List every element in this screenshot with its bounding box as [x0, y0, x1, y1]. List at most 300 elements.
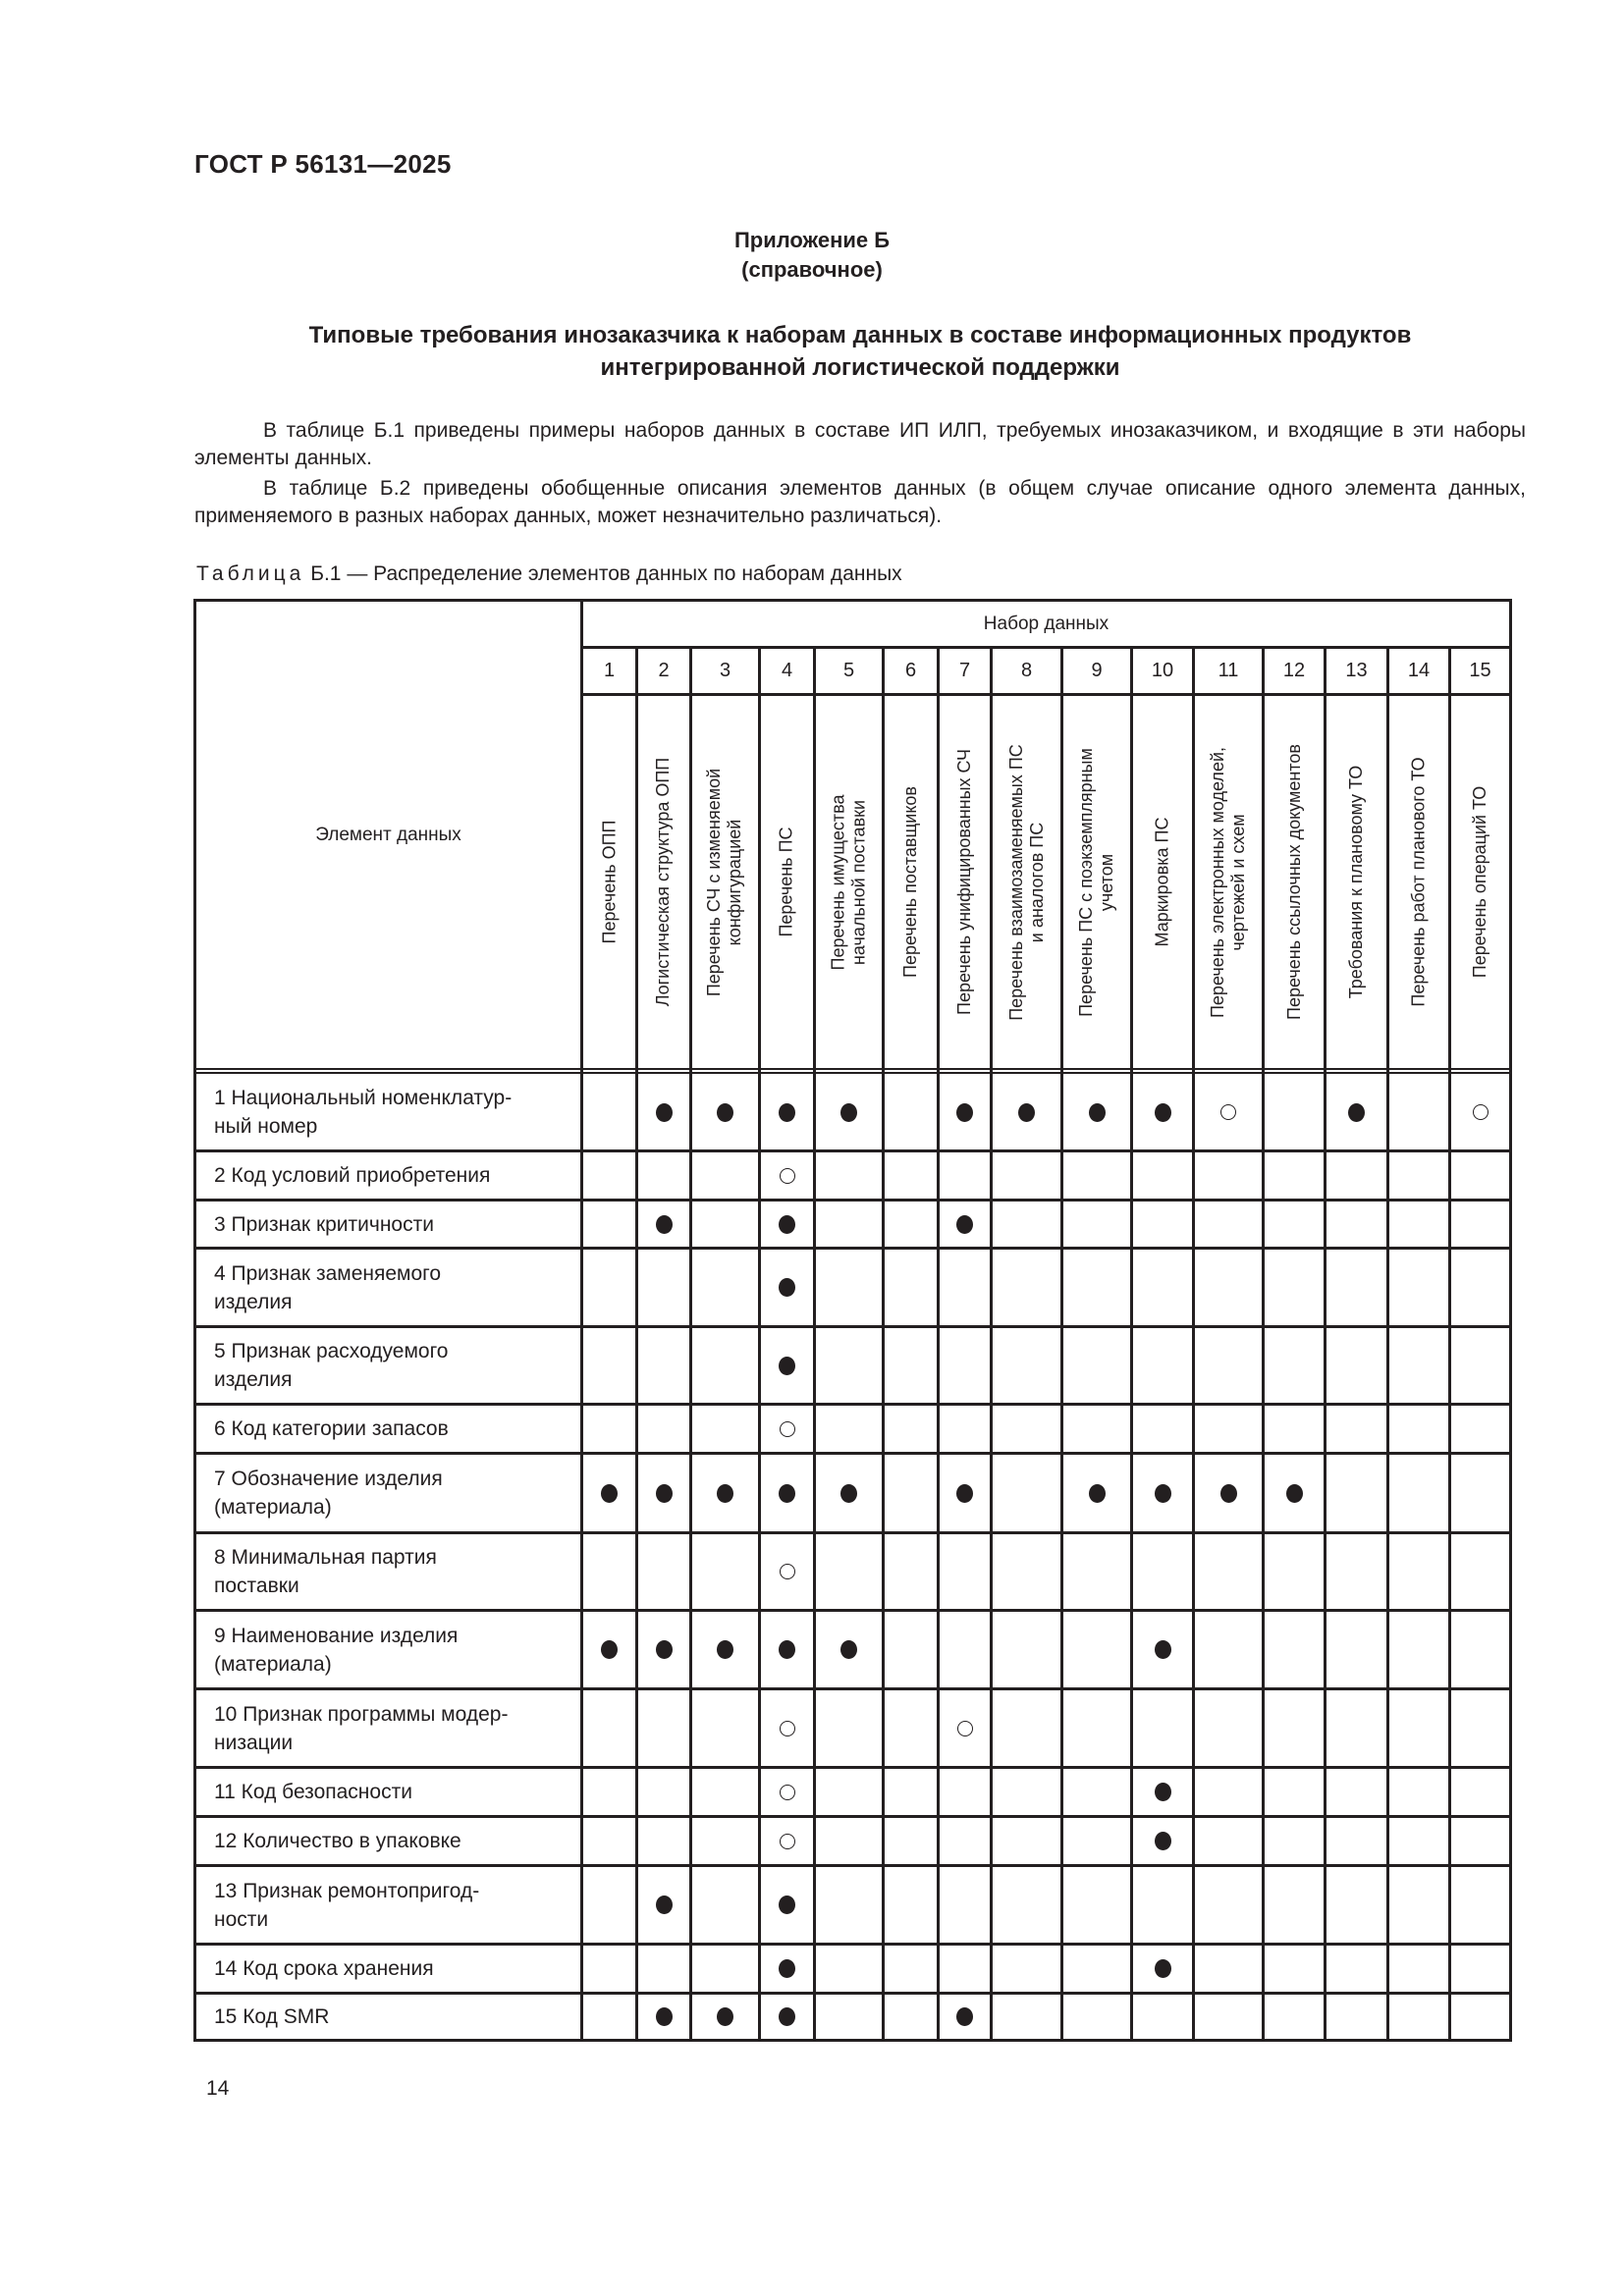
table-cell	[993, 1995, 1060, 2039]
table-cell	[1195, 1612, 1262, 1687]
filled-circle-icon	[1018, 1103, 1035, 1122]
table-row-label	[196, 1995, 580, 2039]
table-cell	[1265, 1867, 1324, 1943]
column-name-line: Перечень ссылочных документов	[1283, 744, 1304, 1020]
table-cell	[583, 1075, 635, 1149]
table-cell	[885, 1250, 937, 1325]
table-cell	[816, 1201, 882, 1247]
table-cell	[885, 1946, 937, 1992]
appendix-heading	[194, 319, 1526, 384]
column-name-line: Перечень операций ТО	[1470, 785, 1490, 979]
table-cell	[816, 1612, 882, 1687]
column-name-text	[654, 758, 675, 1006]
table-row-label	[196, 1455, 580, 1531]
column-name-text	[1076, 748, 1117, 1017]
data-set-group-header: Набор данных	[983, 613, 1110, 634]
table-cell	[940, 1690, 990, 1766]
filled-circle-icon	[1155, 1484, 1171, 1503]
table-cell	[1265, 1250, 1324, 1325]
column-name-line: Перечень ОПП	[599, 820, 619, 944]
filled-circle-icon	[656, 2007, 673, 2026]
table-cell	[638, 1152, 689, 1199]
table-cell	[1063, 1455, 1130, 1531]
table-cell	[993, 1612, 1060, 1687]
table-cell	[1451, 1995, 1509, 2039]
table-row-label	[196, 1406, 580, 1452]
row-label-line: ности	[214, 1907, 269, 1931]
column-number: 10	[1151, 660, 1174, 681]
column-number: 4	[781, 660, 793, 681]
table-row-label	[196, 1690, 580, 1766]
table-row-label	[196, 1152, 580, 1199]
filled-circle-icon	[779, 1103, 795, 1122]
column-name-header	[1133, 696, 1192, 1068]
column-name-header	[638, 696, 689, 1068]
column-name-text	[599, 821, 620, 944]
filled-circle-icon	[601, 1640, 618, 1659]
table-cell	[1063, 1946, 1130, 1992]
table-caption-prefix: Таблица	[196, 562, 305, 585]
table-cell	[1451, 1612, 1509, 1687]
filled-circle-icon	[956, 1103, 973, 1122]
column-name-header	[1326, 696, 1386, 1068]
table-cell	[1195, 1534, 1262, 1609]
table-cell	[761, 1690, 813, 1766]
row-label-line: 6 Код категории запасов	[214, 1417, 449, 1440]
table-cell	[583, 1946, 635, 1992]
table-cell	[940, 1075, 990, 1149]
hollow-circle-icon	[780, 1168, 795, 1184]
filled-circle-icon	[1348, 1103, 1365, 1122]
table-row-label	[196, 1534, 580, 1609]
filled-circle-icon	[779, 1959, 795, 1978]
table-cell	[761, 1406, 813, 1452]
table-cell	[583, 1534, 635, 1609]
table-cell	[692, 1455, 758, 1531]
table-cell	[1326, 1818, 1386, 1864]
paragraph-2: В таблице Б.2 приведены обобщенные описания элементов данных (в общем случае описание одного элемента данных, применяемого в разных наборах данных, может незначительно различаться).	[194, 477, 1526, 527]
table-cell	[1451, 1690, 1509, 1766]
row-label-line: 4 Признак заменяемого	[214, 1261, 442, 1285]
table-rule	[193, 2039, 1512, 2042]
table-cell	[1451, 1328, 1509, 1403]
table-cell	[1389, 1612, 1448, 1687]
table-cell	[1133, 1201, 1192, 1247]
row-label-line: 10 Признак программы модер-	[214, 1702, 509, 1726]
column-name-line: Перечень ПС с поэкземплярным	[1076, 747, 1096, 1017]
row-label-text	[214, 2002, 329, 2031]
table-cell	[993, 1455, 1060, 1531]
column-name-text	[1346, 766, 1367, 998]
appendix-kind: (справочное)	[741, 257, 883, 282]
table-caption-text: — Распределение элементов данных по наборам данных	[347, 562, 902, 585]
table-cell	[940, 1406, 990, 1452]
table-cell	[816, 1995, 882, 2039]
table-cell	[1195, 1690, 1262, 1766]
table-cell	[885, 1867, 937, 1943]
table-cell	[1389, 1867, 1448, 1943]
table-cell	[1389, 1250, 1448, 1325]
column-name-text	[777, 827, 797, 936]
table-cell	[1389, 1995, 1448, 2039]
filled-circle-icon	[717, 1484, 733, 1503]
table-cell	[1265, 1769, 1324, 1815]
row-label-text	[214, 1337, 448, 1394]
filled-circle-icon	[779, 1357, 795, 1375]
table-cell	[1389, 1152, 1448, 1199]
table-cell	[692, 1818, 758, 1864]
table-cell	[993, 1406, 1060, 1452]
column-name-line: Перечень работ планового ТО	[1408, 757, 1429, 1007]
table-cell	[816, 1690, 882, 1766]
table-cell	[1133, 1946, 1192, 1992]
table-cell	[1389, 1406, 1448, 1452]
table-row-label	[196, 1867, 580, 1943]
column-name-line: Перечень электронных моделей,	[1208, 746, 1227, 1018]
filled-circle-icon	[1089, 1484, 1106, 1503]
column-name-line: Перечень ПС	[777, 827, 796, 937]
appendix-title: Приложение Б	[733, 228, 891, 252]
table-cell	[993, 1075, 1060, 1149]
filled-circle-icon	[1155, 1959, 1171, 1978]
column-name-text	[1409, 757, 1430, 1006]
table-cell	[1389, 1201, 1448, 1247]
column-name-text	[1470, 786, 1490, 978]
table-cell	[761, 1867, 813, 1943]
hollow-circle-icon	[780, 1785, 795, 1800]
column-number: 8	[1020, 660, 1033, 681]
table-row-label	[196, 1201, 580, 1247]
table-cell	[993, 1867, 1060, 1943]
filled-circle-icon	[717, 2007, 733, 2026]
table-row-label	[196, 1818, 580, 1864]
table-cell	[692, 1769, 758, 1815]
table-cell	[1195, 1152, 1262, 1199]
table-cell	[940, 1769, 990, 1815]
row-label-line: 13 Признак ремонтопригод-	[214, 1879, 480, 1902]
table-cell	[583, 1455, 635, 1531]
table-cell	[885, 1075, 937, 1149]
row-label-text	[214, 1465, 443, 1522]
table-cell	[1451, 1250, 1509, 1325]
table-cell	[816, 1406, 882, 1452]
row-label-line: 8 Минимальная партия	[214, 1546, 437, 1569]
filled-circle-icon	[840, 1640, 857, 1659]
table-cell	[761, 1250, 813, 1325]
column-number: 11	[1218, 660, 1239, 681]
column-number: 12	[1282, 660, 1306, 681]
column-name-text	[829, 794, 870, 970]
table-cell	[1133, 1995, 1192, 2039]
column-name-line: Требования к плановому ТО	[1346, 765, 1366, 999]
table-cell	[816, 1946, 882, 1992]
table-cell	[1326, 1201, 1386, 1247]
table-cell	[1133, 1152, 1192, 1199]
table-cell	[993, 1328, 1060, 1403]
column-number: 1	[603, 660, 616, 681]
table-cell	[761, 1455, 813, 1531]
table-cell	[993, 1152, 1060, 1199]
table-cell	[1265, 1946, 1324, 1992]
table-cell	[1195, 1769, 1262, 1815]
table-cell	[1389, 1690, 1448, 1766]
column-number: 3	[719, 660, 731, 681]
row-label-text	[214, 1778, 412, 1806]
table-cell	[1326, 1534, 1386, 1609]
table-cell	[638, 1250, 689, 1325]
table-cell	[816, 1818, 882, 1864]
table-cell	[1195, 1201, 1262, 1247]
table-cell	[1195, 1328, 1262, 1403]
table-cell	[1326, 1075, 1386, 1149]
table-row-label	[196, 1946, 580, 1992]
filled-circle-icon	[656, 1640, 673, 1659]
table-cell	[1063, 1201, 1130, 1247]
table-cell	[885, 1690, 937, 1766]
table-cell	[1195, 1818, 1262, 1864]
filled-circle-icon	[717, 1640, 733, 1659]
column-number: 2	[658, 660, 670, 681]
table-row-label	[196, 1250, 580, 1325]
table-cell	[1389, 1075, 1448, 1149]
table-cell	[940, 1152, 990, 1199]
table-cell	[1063, 1075, 1130, 1149]
row-label-line: 15 Код SMR	[214, 2005, 330, 2028]
filled-circle-icon	[956, 2007, 973, 2026]
table-cell	[1265, 1328, 1324, 1403]
table-cell	[1389, 1534, 1448, 1609]
table-cell	[583, 1995, 635, 2039]
table-cell	[583, 1250, 635, 1325]
table-cell	[692, 1946, 758, 1992]
appendix-heading-line1: Типовые требования инозаказчика к наборам данных в составе информационных продуктов	[308, 322, 1412, 348]
table-cell	[692, 1612, 758, 1687]
table-cell	[940, 1250, 990, 1325]
table-cell	[638, 1995, 689, 2039]
table-cell	[583, 1690, 635, 1766]
table-cell	[1326, 1995, 1386, 2039]
column-name-line: начальной поставки	[848, 799, 869, 965]
table-cell	[692, 1250, 758, 1325]
table-cell	[816, 1867, 882, 1943]
row-label-text	[214, 1543, 437, 1600]
table-cell	[940, 1995, 990, 2039]
filled-circle-icon	[779, 1896, 795, 1914]
row-label-text	[214, 1259, 441, 1316]
hollow-circle-icon	[780, 1421, 795, 1437]
column-number: 7	[958, 660, 971, 681]
table-cell	[993, 1534, 1060, 1609]
table-cell	[761, 1201, 813, 1247]
table-cell	[1063, 1995, 1130, 2039]
table-cell	[1133, 1455, 1192, 1531]
table-cell	[1451, 1867, 1509, 1943]
table-cell	[1195, 1250, 1262, 1325]
row-label-text	[214, 1210, 434, 1239]
table-cell	[1063, 1152, 1130, 1199]
table-rule	[1509, 599, 1512, 2042]
table-cell	[885, 1769, 937, 1815]
table-cell	[638, 1690, 689, 1766]
row-label-text	[214, 1827, 461, 1855]
table-cell	[583, 1818, 635, 1864]
table-cell	[1326, 1328, 1386, 1403]
table-cell	[638, 1534, 689, 1609]
column-name-line: конфигурацией	[725, 819, 745, 945]
row-label-line: 5 Признак расходуемого	[214, 1340, 449, 1362]
table-cell	[761, 1534, 813, 1609]
table-cell	[940, 1946, 990, 1992]
table-cell	[1195, 1075, 1262, 1149]
table-cell	[1133, 1818, 1192, 1864]
table-cell	[583, 1201, 635, 1247]
column-name-text	[705, 768, 746, 995]
filled-circle-icon	[656, 1103, 673, 1122]
table-cell	[1195, 1995, 1262, 2039]
table-cell	[1063, 1690, 1130, 1766]
table-cell	[885, 1152, 937, 1199]
table-cell	[638, 1867, 689, 1943]
hollow-circle-icon	[1220, 1104, 1236, 1120]
table-cell	[1451, 1946, 1509, 1992]
column-name-line: Перечень взаимозаменяемых ПС	[1005, 743, 1026, 1021]
table-cell	[1451, 1534, 1509, 1609]
table-cell	[638, 1406, 689, 1452]
table-cell	[1133, 1534, 1192, 1609]
table-row-label	[196, 1328, 580, 1403]
table-cell	[583, 1328, 635, 1403]
table-cell	[1133, 1690, 1192, 1766]
table-cell	[638, 1769, 689, 1815]
row-label-line: поставки	[214, 1575, 299, 1597]
table-cell	[885, 1612, 937, 1687]
column-number: 9	[1091, 660, 1103, 681]
column-name-text	[900, 786, 921, 978]
column-name-text	[1208, 746, 1249, 1017]
table-cell	[1451, 1769, 1509, 1815]
column-name-header	[940, 696, 990, 1068]
table-cell	[1265, 1995, 1324, 2039]
table-cell	[1063, 1612, 1130, 1687]
row-label-line: (материала)	[214, 1496, 332, 1519]
table-cell	[1451, 1075, 1509, 1149]
column-name-text	[1153, 818, 1173, 947]
table-cell	[1133, 1769, 1192, 1815]
table-cell	[761, 1328, 813, 1403]
row-label-line: 12 Количество в упаковке	[214, 1830, 461, 1852]
column-name-line: чертежей и схем	[1228, 813, 1248, 951]
table-cell	[638, 1455, 689, 1531]
table-cell	[816, 1075, 882, 1149]
table-cell	[638, 1946, 689, 1992]
column-name-line: и аналогов ПС	[1026, 822, 1047, 942]
table-cell	[885, 1406, 937, 1452]
filled-circle-icon	[1155, 1640, 1171, 1659]
table-cell	[1063, 1867, 1130, 1943]
table-cell	[1063, 1769, 1130, 1815]
table-cell	[692, 1534, 758, 1609]
table-cell	[1389, 1946, 1448, 1992]
table-cell	[1265, 1152, 1324, 1199]
table-cell	[638, 1818, 689, 1864]
filled-circle-icon	[1155, 1832, 1171, 1850]
filled-circle-icon	[601, 1484, 618, 1503]
table-cell	[993, 1250, 1060, 1325]
paragraph-1: В таблице Б.1 приведены примеры наборов данных в составе ИП ИЛП, требуемых инозаказчиком, и входящие в эти наборы элементы данных.	[194, 419, 1526, 469]
table-cell	[1265, 1201, 1324, 1247]
column-name-line: учетом	[1097, 853, 1116, 911]
column-name-line: Маркировка ПС	[1152, 817, 1172, 947]
table-row-label	[196, 1075, 580, 1149]
row-label-text	[214, 1161, 490, 1190]
column-number: 15	[1469, 660, 1491, 681]
column-number: 6	[904, 660, 917, 681]
column-name-text	[954, 749, 975, 1015]
table-cell	[1389, 1769, 1448, 1815]
table-cell	[1326, 1690, 1386, 1766]
page-number: 14	[206, 2077, 230, 2100]
table-cell	[885, 1328, 937, 1403]
row-label-line: изделия	[214, 1368, 293, 1391]
hollow-circle-icon	[780, 1564, 795, 1579]
table-cell	[1133, 1406, 1192, 1452]
table-cell	[940, 1534, 990, 1609]
table-cell	[692, 1995, 758, 2039]
column-name-line: Перечень имущества	[828, 794, 848, 970]
filled-circle-icon	[1155, 1783, 1171, 1801]
table-cell	[940, 1818, 990, 1864]
filled-circle-icon	[779, 1484, 795, 1503]
table-cell	[638, 1075, 689, 1149]
row-label-line: 11 Код безопасности	[214, 1781, 412, 1803]
table-cell	[1133, 1075, 1192, 1149]
table-cell	[1326, 1406, 1386, 1452]
column-name-header	[692, 696, 758, 1068]
row-label-text	[214, 1954, 434, 1983]
filled-circle-icon	[779, 1640, 795, 1659]
column-name-text	[1284, 744, 1305, 1020]
column-number: 14	[1407, 660, 1431, 681]
column-name-header	[1265, 696, 1324, 1068]
row-label-line: 14 Код срока хранения	[214, 1957, 434, 1980]
row-label-line: 1 Национальный номенклатур-	[214, 1087, 513, 1109]
table-cell	[1265, 1455, 1324, 1531]
table-cell	[1063, 1406, 1130, 1452]
table-cell	[816, 1455, 882, 1531]
column-name-line: Перечень поставщиков	[900, 786, 920, 978]
filled-circle-icon	[840, 1103, 857, 1122]
row-label-text	[214, 1622, 458, 1679]
table-cell	[692, 1690, 758, 1766]
table-cell	[1133, 1328, 1192, 1403]
table-cell	[692, 1075, 758, 1149]
table-cell	[1451, 1201, 1509, 1247]
table-cell	[1195, 1867, 1262, 1943]
header-double-rule	[193, 1068, 1512, 1070]
column-name-header	[1451, 696, 1509, 1068]
table-cell	[583, 1152, 635, 1199]
table-cell	[1326, 1946, 1386, 1992]
table-cell	[583, 1612, 635, 1687]
filled-circle-icon	[956, 1484, 973, 1503]
document-code: ГОСТ Р 56131—2025	[194, 149, 452, 179]
table-cell	[1265, 1534, 1324, 1609]
table-cell	[1451, 1818, 1509, 1864]
table-row-label	[196, 1769, 580, 1815]
filled-circle-icon	[779, 1215, 795, 1234]
table-cell	[1326, 1867, 1386, 1943]
table-cell	[638, 1201, 689, 1247]
